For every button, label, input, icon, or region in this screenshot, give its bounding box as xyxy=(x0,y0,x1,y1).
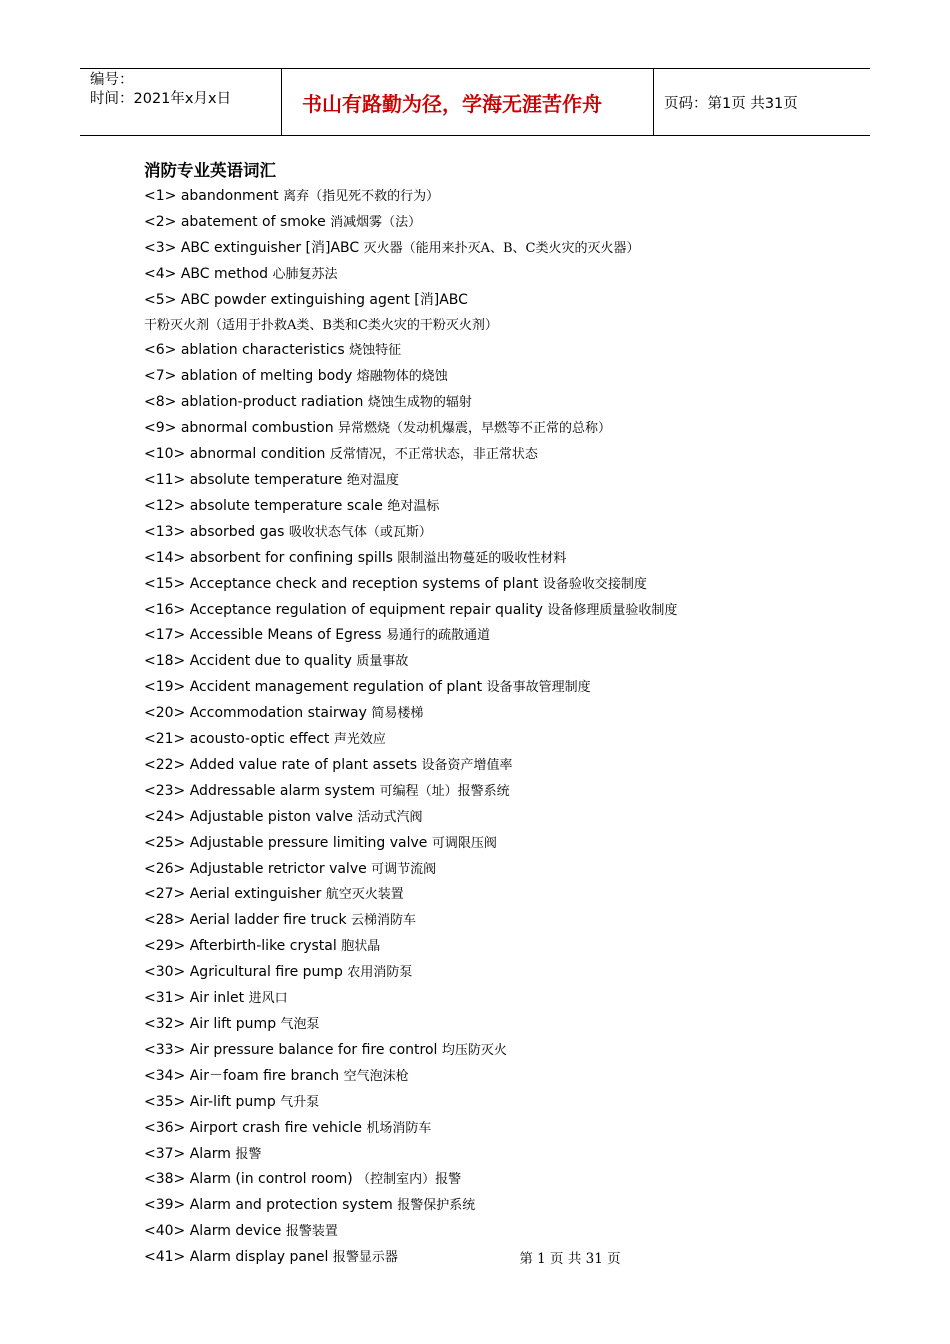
entry-term: <9> abnormal combustion xyxy=(144,420,334,437)
entry-term: <4> ABC method xyxy=(144,265,269,282)
entry-term: <12> absolute temperature scale xyxy=(144,497,383,514)
document-body xyxy=(144,158,824,1271)
glossary-list xyxy=(144,184,824,1271)
entry-term: <13> absorbed gas xyxy=(144,523,285,540)
entry-translation: 烧蚀生成物的辐射 xyxy=(367,395,472,411)
entry-translation: 熔融物体的烧蚀 xyxy=(356,369,448,385)
glossary-entry xyxy=(144,338,824,364)
entry-term: <17> Accessible Means of Egress xyxy=(144,627,382,644)
entry-term: <18> Accident due to quality xyxy=(144,653,352,670)
document-title: 消防专业英语词汇 xyxy=(144,161,276,180)
entry-term: <36> Airport crash fire vehicle xyxy=(144,1119,362,1136)
glossary-entry xyxy=(144,288,824,339)
glossary-entry xyxy=(144,210,824,236)
entry-term: <8> ablation-product radiation xyxy=(144,394,364,411)
entry-translation: 设备资产增值率 xyxy=(421,757,513,773)
entry-translation: 航空灭火装置 xyxy=(325,887,404,903)
entry-translation: 灭火器（能用来扑灭A、B、C类火灾的灭火器） xyxy=(363,240,640,256)
glossary-entry xyxy=(144,468,824,494)
entry-term: <2> abatement of smoke xyxy=(144,213,326,230)
entry-translation: 反常情况，不正常状态，非正常状态 xyxy=(329,447,538,463)
entry-term: <7> ablation of melting body xyxy=(144,368,353,385)
glossary-entry xyxy=(144,364,824,390)
entry-translation: 吸收状态气体（或瓦斯） xyxy=(288,524,432,540)
entry-term: <23> Addressable alarm system xyxy=(144,782,376,799)
entry-term: <25> Adjustable pressure limiting valve xyxy=(144,834,428,851)
glossary-entry xyxy=(144,416,824,442)
glossary-entry xyxy=(144,572,824,598)
header-page-info: 页码：第1页 共31页 xyxy=(664,95,798,112)
glossary-entry xyxy=(144,546,824,572)
entry-term: <40> Alarm device xyxy=(144,1223,282,1240)
glossary-entry xyxy=(144,442,824,468)
entry-translation: 离弃（指见死不救的行为） xyxy=(283,189,440,204)
header-table xyxy=(80,68,870,136)
entry-translation: 设备事故管理制度 xyxy=(486,680,591,696)
entry-term: <3> ABC extinguisher [消]ABC xyxy=(144,239,360,256)
entry-translation: 农用消防泵 xyxy=(347,965,413,981)
entry-term: <32> Air lift pump xyxy=(144,1016,277,1032)
entry-translation: 心肺复苏法 xyxy=(272,266,338,282)
entry-translation: 绝对温标 xyxy=(387,498,440,514)
entry-translation: 绝对温度 xyxy=(346,472,399,488)
glossary-entry xyxy=(144,1116,824,1142)
entry-translation: 气升泵 xyxy=(280,1094,320,1110)
entry-term: <33> Air pressure balance for fire control xyxy=(144,1041,438,1058)
entry-term: <6> ablation characteristics xyxy=(144,342,345,359)
entry-translation: 胞状晶 xyxy=(341,939,381,955)
entry-term: <15> Acceptance check and reception systems of plant xyxy=(144,575,539,592)
glossary-entry xyxy=(144,753,824,779)
glossary-entry xyxy=(144,882,824,908)
entry-term: <28> Aerial ladder fire truck xyxy=(144,912,347,929)
entry-term: <37> Alarm xyxy=(144,1145,231,1162)
entry-translation: 可调节流阀 xyxy=(371,861,437,877)
glossary-entry xyxy=(144,649,824,675)
entry-term: <29> Afterbirth-like crystal xyxy=(144,938,337,955)
entry-translation: 报警 xyxy=(235,1146,262,1162)
entry-translation: 易通行的疏散通道 xyxy=(386,628,491,644)
entry-translation: 进风口 xyxy=(248,991,288,1007)
entry-translation: 可编程（址）报警系统 xyxy=(379,783,510,799)
entry-translation: 设备验收交接制度 xyxy=(542,576,647,592)
glossary-entry xyxy=(144,390,824,416)
entry-term: <16> Acceptance regulation of equipment repair quality xyxy=(144,601,543,618)
entry-term: <39> Alarm and protection system xyxy=(144,1197,393,1214)
entry-translation: （控制室内）报警 xyxy=(357,1172,462,1188)
glossary-entry xyxy=(144,494,824,520)
entry-term: <41> Alarm display panel xyxy=(144,1249,329,1266)
entry-translation: 报警装置 xyxy=(285,1224,338,1240)
entry-translation: 气泡泵 xyxy=(280,1017,320,1032)
glossary-entry xyxy=(144,1219,824,1245)
entry-translation: 异常燃烧（发动机爆震，早燃等不正常的总称） xyxy=(338,421,612,437)
glossary-entry xyxy=(144,236,824,262)
entry-translation: 质量事故 xyxy=(356,654,409,670)
glossary-entry xyxy=(144,262,824,288)
glossary-entry xyxy=(144,805,824,831)
glossary-entry xyxy=(144,857,824,883)
glossary-entry xyxy=(144,598,824,624)
entry-term: <22> Added value rate of plant assets xyxy=(144,756,418,773)
entry-translation: 可调限压阀 xyxy=(431,835,497,851)
entry-term: <14> absorbent for confining spills xyxy=(144,549,393,566)
glossary-entry xyxy=(144,701,824,727)
entry-translation: 消减烟雾（法） xyxy=(330,214,422,230)
glossary-entry xyxy=(144,831,824,857)
entry-term: <34> Air－foam fire branch xyxy=(144,1067,340,1084)
glossary-entry xyxy=(144,623,824,649)
entry-translation: 空气泡沫枪 xyxy=(343,1068,409,1084)
glossary-entry xyxy=(144,675,824,701)
entry-term: <31> Air inlet xyxy=(144,990,245,1007)
entry-translation: 均压防灭火 xyxy=(441,1042,507,1058)
entry-term: <24> Adjustable piston valve xyxy=(144,808,354,825)
glossary-entry xyxy=(144,1012,824,1038)
glossary-entry xyxy=(144,1090,824,1116)
entry-translation: 活动式汽阀 xyxy=(357,809,423,825)
entry-term: <21> acousto-optic effect xyxy=(144,731,330,748)
entry-translation: 烧蚀特征 xyxy=(349,343,402,359)
entry-term: <38> Alarm (in control room) xyxy=(144,1171,353,1188)
entry-term: <20> Accommodation stairway xyxy=(144,705,367,722)
entry-translation: 限制溢出物蔓延的吸收性材料 xyxy=(397,550,567,566)
entry-translation: 简易楼梯 xyxy=(371,706,424,722)
glossary-entry xyxy=(144,520,824,546)
entry-term: <11> absolute temperature xyxy=(144,471,343,488)
glossary-entry xyxy=(144,1193,824,1219)
glossary-entry xyxy=(144,1038,824,1064)
entry-term: <10> abnormal condition xyxy=(144,446,326,463)
glossary-entry xyxy=(144,908,824,934)
glossary-entry xyxy=(144,1142,824,1168)
entry-term: <27> Aerial extinguisher xyxy=(144,886,322,903)
entry-translation: 干粉灭火剂（适用于扑救A类、B类和C类火灾的干粉灭火剂） xyxy=(144,317,498,333)
entry-translation: 声光效应 xyxy=(333,732,386,748)
entry-translation: 设备修理质量验收制度 xyxy=(547,602,678,618)
entry-term: <35> Air-lift pump xyxy=(144,1093,276,1110)
glossary-entry xyxy=(144,727,824,753)
entry-term: <19> Accident management regulation of plant xyxy=(144,679,483,696)
header-meta xyxy=(80,69,281,135)
glossary-entry xyxy=(144,779,824,805)
document-time: 时间：2021年x月x日 xyxy=(90,91,232,107)
document-code-label: 编号： xyxy=(90,72,134,88)
entry-term: <5> ABC powder extinguishing agent [消]ABC xyxy=(144,291,468,308)
entry-translation: 报警显示器 xyxy=(332,1250,398,1266)
header-motto: 书山有路勤为径，学海无涯苦作舟 xyxy=(281,69,654,135)
entry-term: <1> abandonment xyxy=(144,188,279,204)
entry-term: <30> Agricultural fire pump xyxy=(144,964,343,981)
entry-translation: 机场消防车 xyxy=(366,1120,432,1136)
page-footer: 第 1 页 共 31 页 xyxy=(519,1251,621,1267)
glossary-entry xyxy=(144,1167,824,1193)
entry-term: <26> Adjustable retrictor valve xyxy=(144,860,367,877)
glossary-entry xyxy=(144,960,824,986)
entry-translation: 报警保护系统 xyxy=(397,1198,476,1214)
glossary-entry xyxy=(144,1064,824,1090)
entry-translation: 云梯消防车 xyxy=(351,913,417,929)
glossary-entry xyxy=(144,934,824,960)
glossary-entry xyxy=(144,986,824,1012)
glossary-entry xyxy=(144,184,824,210)
